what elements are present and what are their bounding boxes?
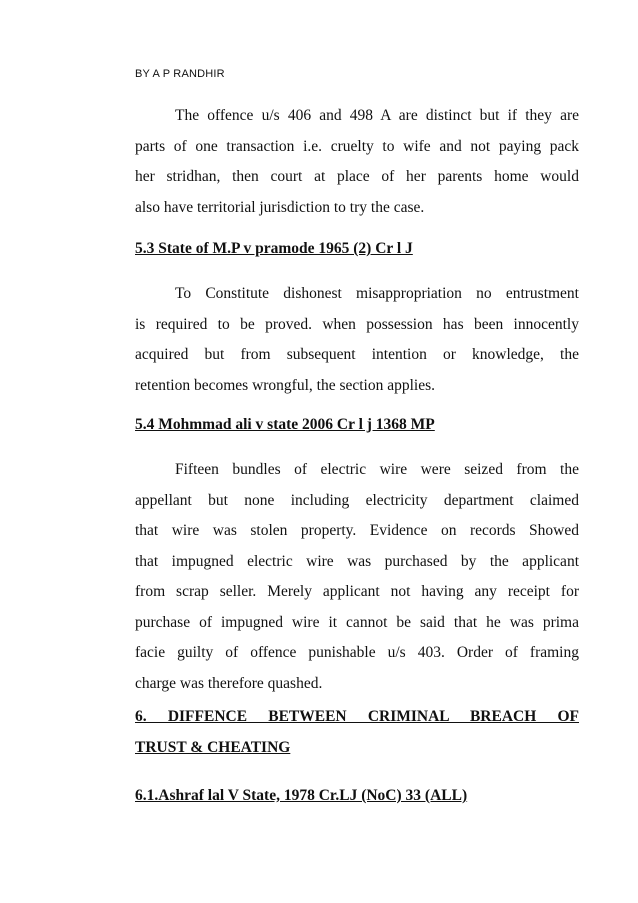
paragraph-line: appellant but none including electricity department claimed — [135, 491, 579, 509]
paragraph-line: charge was therefore quashed. — [135, 674, 323, 692]
paragraph-line: that impugned electric wire was purchased by the applicant — [135, 552, 579, 570]
section-heading-5-4: 5.4 Mohmmad ali v state 2006 Cr l j 1368 MP — [135, 416, 435, 433]
paragraph-jurisdiction — [135, 101, 579, 223]
section-heading-5-3: 5.3 State of M.P v pramode 1965 (2) Cr l J — [135, 240, 413, 257]
section-heading-6-1: 6.1.Ashraf lal V State, 1978 Cr.LJ (NoC) 33 (ALL) — [135, 787, 468, 804]
paragraph-line: To Constitute dishonest misappropriation no entrustment — [175, 285, 579, 302]
paragraph-line: parts of one transaction i.e. cruelty to wife and not paying pack — [135, 137, 579, 155]
paragraph-line: her stridhan, then court at place of her parents home would — [135, 168, 579, 185]
paragraph-line: also have territorial jurisdiction to try the case. — [135, 198, 425, 216]
paragraph-electric-wire — [135, 455, 579, 699]
paragraph-line: is required to be proved. when possession has been innocently — [135, 315, 579, 333]
paragraph-line: purchase of impugned wire it cannot be said that he was prima — [135, 613, 579, 631]
section-heading-6 — [135, 702, 579, 763]
paragraph-line: acquired but from subsequent intention or knowledge, the — [135, 346, 579, 363]
paragraph-line: that wire was stolen property. Evidence on records Showed — [135, 522, 579, 539]
paragraph-line: Fifteen bundles of electric wire were seized from the — [175, 461, 579, 478]
paragraph-line: retention becomes wrongful, the section applies. — [135, 376, 436, 394]
paragraph-line: The offence u/s 406 and 498 A are distinct but if they are — [175, 107, 579, 124]
paragraph-line: from scrap seller. Merely applicant not having any receipt for — [135, 583, 579, 600]
author-header: BY A P RANDHIR — [135, 68, 225, 80]
paragraph-line: facie guilty of offence punishable u/s 403. Order of framing — [135, 644, 579, 661]
heading-line: TRUST & CHEATING — [135, 738, 291, 756]
heading-line: 6. DIFFENCE BETWEEN CRIMINAL BREACH OF — [135, 708, 579, 725]
paragraph-misappropriation — [135, 279, 579, 401]
